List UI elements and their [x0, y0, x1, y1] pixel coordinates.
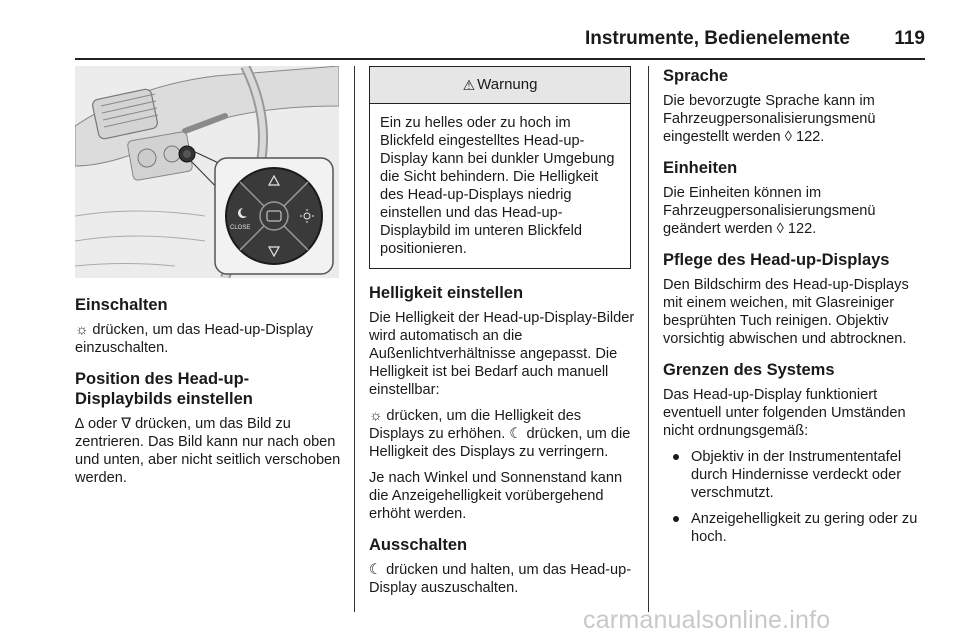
limits-list — [663, 448, 929, 546]
text-sprache: Die bevorzugte Sprache kann im Fahrzeugpersonalisierungsmenü eingestellt werden ◊ 122. — [663, 93, 876, 145]
list-item: Anzeigehelligkeit zu gering oder zu hoch. — [663, 510, 929, 546]
text-einschalten: ☼ drücken, um das Head-up-Display einzuschalten. — [75, 322, 314, 356]
warning-text: Ein zu helles oder zu hoch im Blickfeld eingestelltes Head-up-Display kann bei dunkler Umgebung die Sicht behindern. Die Helligkeit des Head-up-Displays niedrig einstellen und das Head-up-Displaybild im unteren Blickfeld positionieren. — [380, 115, 615, 257]
heading-pflege: Pflege des Head-up-Displays — [663, 251, 890, 269]
heading-sprache: Sprache — [663, 67, 729, 85]
hud-controls-illustration — [75, 66, 339, 278]
header-rule — [75, 58, 925, 60]
warning-header — [370, 67, 630, 104]
page-number: 119 — [894, 28, 925, 49]
close-label: CLOSE — [230, 225, 251, 231]
text-grenzen-intro: Das Head-up-Display funktioniert eventuell unter folgenden Umständen nicht ordnungsgemäß: — [663, 387, 906, 439]
column-1 — [75, 66, 341, 495]
text-ausschalten: ☾ drücken und halten, um das Head-up-Display auszuschalten. — [369, 562, 632, 596]
heading-einschalten: Einschalten — [75, 296, 168, 314]
text-position: ∆ oder ∇ drücken, um das Bild zu zentrieren. Das Bild kann nur nach oben und unten, aber nicht seitlich verschoben werden. — [75, 416, 341, 486]
list-item: Objektiv in der Instrumententafel durch Hindernisse verdeckt oder verschmutzt. — [663, 448, 929, 502]
text-pflege: Den Bildschirm des Head-up-Displays mit einem weichen, mit Glasreiniger besprühten Tuch reinigen. Objektiv vorsichtig abwischen und abtrocknen. — [663, 277, 909, 347]
text-helligkeit-3: Je nach Winkel und Sonnenstand kann die Anzeigehelligkeit vorübergehend erhöht werden. — [369, 470, 623, 522]
heading-position: Position des Head-up-Displaybilds einstellen — [75, 370, 253, 408]
column-divider-2 — [648, 66, 649, 612]
column-2 — [369, 66, 635, 605]
text-helligkeit-1: Die Helligkeit der Head-up-Display-Bilder wird automatisch an die Außenlichtverhältnisse angepasst. Die Helligkeit ist bei Bedarf auch manuell einstellbar: — [369, 310, 635, 398]
dashboard-drawing — [75, 66, 339, 278]
warning-box — [369, 66, 631, 269]
heading-ausschalten: Ausschalten — [369, 536, 468, 554]
page-title: Instrumente, Bedienelemente — [584, 28, 850, 49]
heading-grenzen: Grenzen des Systems — [663, 361, 835, 379]
column-3 — [663, 66, 929, 554]
heading-einheiten: Einheiten — [663, 159, 738, 177]
warning-title: Warnung — [477, 76, 538, 93]
watermark: carmanualsonline.info — [583, 606, 831, 634]
heading-helligkeit: Helligkeit einstellen — [369, 284, 524, 302]
warning-icon: ⚠ — [462, 77, 476, 93]
column-divider-1 — [354, 66, 355, 612]
page-header — [75, 28, 925, 54]
text-einheiten: Die Einheiten können im Fahrzeugpersonalisierungsmenü geändert werden ◊ 122. — [663, 185, 876, 237]
text-helligkeit-2: ☼ drücken, um die Helligkeit des Displays zu erhöhen. ☾ drücken, um die Helligkeit des Displays zu verringern. — [369, 408, 631, 460]
